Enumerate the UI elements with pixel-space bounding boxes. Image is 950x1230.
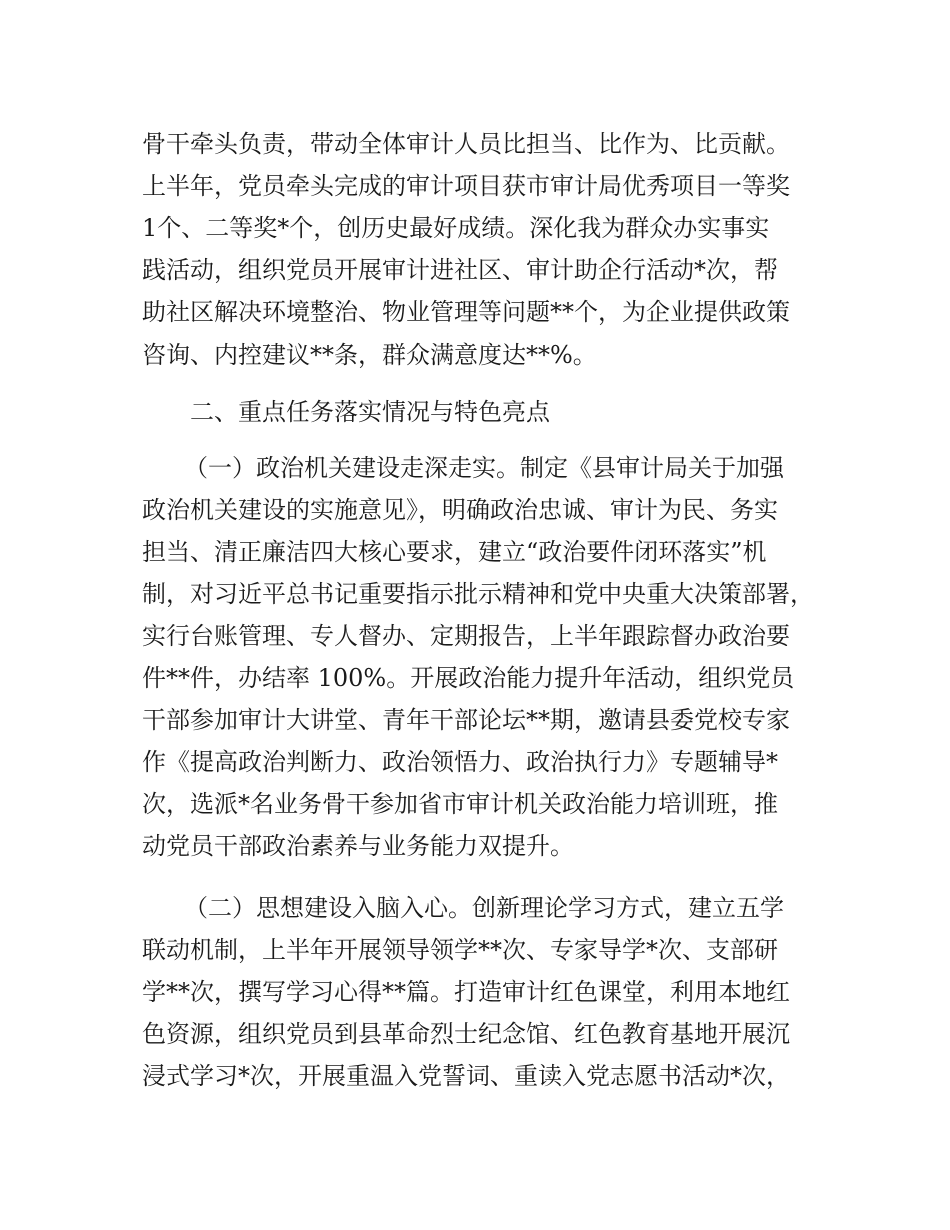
paragraph-line: （二）思想建设入脑入心。创新理论学习方式，建立五学 (184, 894, 784, 922)
paragraph-line: 作《提高政治判断力、政治领悟力、政治执行力》专题辅导* (142, 748, 778, 776)
paragraph-line: 动党员干部政治素养与业务能力双提升。 (142, 832, 574, 860)
paragraph-line: 骨干牵头负责，带动全体审计人员比担当、比作为、比贡献。 (142, 130, 790, 158)
paragraph-line: 学**次，撰写学习心得**篇。打造审计红色课堂，利用本地红 (142, 978, 790, 1006)
paragraph-line: 件**件，办结率 100%。开展政治能力提升年活动，组织党员 (142, 664, 795, 692)
paragraph-line: （一）政治机关建设走深走实。制定《县审计局关于加强 (184, 454, 784, 482)
paragraph-line: 咨询、内控建议**条，群众满意度达**%。 (142, 341, 597, 369)
paragraph-line: 1个、二等奖*个，创历史最好成绩。深化我为群众办实事实 (142, 214, 770, 242)
paragraph-line: 实行台账管理、专人督办、定期报告，上半年跟踪督办政治要 (142, 622, 790, 650)
paragraph-line: 助社区解决环境整治、物业管理等问题**个，为企业提供政策 (142, 298, 790, 326)
paragraph-line: 次，选派*名业务骨干参加省市审计机关政治能力培训班，推 (142, 790, 778, 818)
paragraph-line: 干部参加审计大讲堂、青年干部论坛**期，邀请县委党校专家 (142, 706, 790, 734)
paragraph-line: 制，对习近平总书记重要指示批示精神和党中央重大决策部署， (142, 580, 814, 608)
paragraph-line: 色资源，组织党员到县革命烈士纪念馆、红色教育基地开展沉 (142, 1020, 790, 1048)
paragraph-line: 上半年，党员牵头完成的审计项目获市审计局优秀项目一等奖 (142, 172, 790, 200)
paragraph-line: 联动机制，上半年开展领导领学**次、专家导学*次、支部研 (142, 936, 778, 964)
paragraph-line: 浸式学习*次，开展重温入党誓词、重读入党志愿书活动*次， (142, 1062, 790, 1090)
paragraph-line: 担当、清正廉洁四大核心要求，建立“政治要件闭环落实”机 (142, 538, 767, 566)
section-heading: 二、重点任务落实情况与特色亮点 (190, 398, 550, 426)
paragraph-line: 政治机关建设的实施意见》，明确政治忠诚、审计为民、务实 (142, 496, 778, 524)
paragraph-line: 践活动，组织党员开展审计进社区、审计助企行活动*次，帮 (142, 256, 778, 284)
